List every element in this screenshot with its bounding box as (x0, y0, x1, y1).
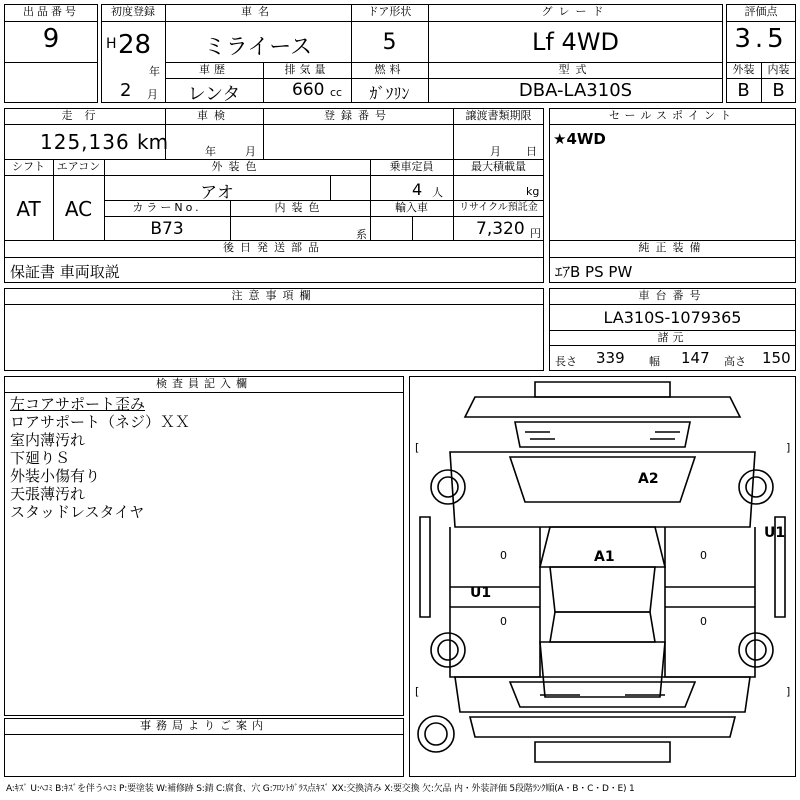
color-number-label: カラーNo. (132, 201, 202, 214)
remark-line: 左コアサポート歪み (10, 395, 146, 413)
plate-label: 登録番号 (324, 109, 392, 122)
year-unit: 年 (149, 65, 160, 78)
recycle-value: 7,320 (476, 219, 525, 239)
era-value: H (106, 36, 117, 52)
length-value: 339 (596, 349, 625, 367)
inspection-month-unit: 月 (245, 145, 256, 158)
interior-grade: B (772, 80, 785, 101)
fuel-label: 燃料 (374, 63, 405, 76)
history-value: レンタ (187, 84, 241, 105)
import-label: 輸入車 (395, 201, 428, 214)
later-parts-label: 後日発送部品 (223, 241, 325, 254)
bracket-open: [ (415, 441, 420, 454)
ac-label: エアコン (56, 160, 101, 173)
transfer-label: 譲渡書類期限 (465, 109, 532, 122)
model-label: 型式 (558, 63, 593, 76)
mileage-value: 125,136 (40, 130, 130, 154)
dimensions-label: 諸元 (657, 331, 688, 344)
equipment-value: ｴｱB PS PW (555, 263, 633, 281)
height-label: 高さ (724, 355, 746, 368)
inspection-year-unit: 年 (205, 145, 216, 158)
capacity-value: 4 (412, 180, 423, 199)
office-label: 事務局よりご案内 (140, 719, 268, 732)
remark-line: ロアサポート（ネジ）ＸＸ (10, 413, 191, 431)
color-number-value: B73 (150, 219, 184, 239)
bracket-close: ] (786, 685, 791, 698)
bracket-close: ] (786, 441, 791, 454)
height-value: 150 (762, 349, 791, 367)
score-value: 3.5 (734, 24, 788, 54)
length-label: 長さ (555, 355, 577, 368)
inspector-remarks (10, 395, 190, 521)
month-value: 2 (120, 80, 132, 101)
inspector-label: 検査員記入欄 (156, 377, 252, 390)
recycle-unit: 円 (530, 227, 541, 240)
damage-mark-a1: A1 (594, 549, 615, 565)
sales-point-value: ★4WD (553, 130, 606, 148)
displacement-unit: cc (330, 86, 343, 99)
car-name-label: 車名 (241, 5, 275, 18)
first-registration-label: 初度登録 (111, 5, 155, 18)
mileage-unit: km (137, 130, 169, 154)
grade-label: グレード (541, 5, 610, 18)
max-load-unit: kg (526, 185, 540, 198)
fuel-value: ｶﾞｿﾘﾝ (369, 84, 410, 103)
width-value: 147 (681, 349, 710, 367)
sales-point-label: セールスポイント (608, 109, 736, 122)
model-value: DBA-LA310S (518, 80, 633, 101)
remark-line: 室内薄汚れ (10, 431, 86, 449)
zero-mark: 0 (500, 549, 507, 562)
inspection-label: 車検 (197, 109, 231, 122)
zero-mark: 0 (700, 549, 707, 562)
exterior-grade: B (737, 80, 750, 101)
recycle-label: リサイクル預託金 (459, 202, 538, 213)
remark-line: 天張薄汚れ (10, 485, 86, 503)
car-diagram-box (409, 376, 796, 777)
exterior-label: 外装 (732, 63, 755, 76)
interior-label: 内装 (767, 63, 790, 76)
car-name-value: ミライース (203, 35, 313, 60)
max-load-label: 最大積載量 (471, 160, 526, 173)
chassis-number: LA310S-1079365 (603, 308, 742, 327)
history-label: 車歴 (199, 63, 229, 76)
width-label: 幅 (649, 355, 660, 368)
lot-number-label: 出品番号 (23, 5, 79, 18)
exterior-color-label: 外装色 (211, 160, 263, 173)
car-diagram-icon (410, 377, 795, 776)
chassis-label: 車台番号 (638, 289, 707, 302)
capacity-unit: 人 (432, 186, 443, 199)
year-value: 28 (118, 30, 152, 60)
door-value: 5 (382, 30, 397, 55)
grade-value: Lf 4WD (532, 28, 619, 56)
legend-text: A:ｷｽﾞ U:ﾍｺﾐ B:ｷｽﾞを伴うﾍｺﾐ P:要塗装 W:補修跡 S:錆 C:腐食、穴 G:ﾌﾛﾝﾄｶﾞﾗｽ点ｷｽﾞ XX:交換済み X:要交換 欠:欠品 内・外装評価 5段階ﾗﾝｸ順(A・B・C・D・E) 1 (6, 784, 635, 794)
damage-mark-a2: A2 (638, 471, 659, 487)
interior-color-label: 内装色 (274, 201, 326, 214)
month-unit: 月 (147, 88, 158, 101)
transfer-day-unit: 日 (526, 145, 537, 158)
exterior-color-value: アオ (200, 183, 234, 203)
transfer-month-unit: 月 (490, 145, 501, 158)
damage-mark-u1-right: U1 (764, 525, 786, 541)
displacement-label: 排気量 (284, 63, 330, 76)
damage-mark-u1-left: U1 (470, 585, 492, 601)
notes-label: 注意事項欄 (231, 289, 317, 302)
zero-mark: 0 (700, 615, 707, 628)
lot-number-value: 9 (42, 24, 60, 54)
remark-line: 外装小傷有り (10, 467, 101, 485)
door-label: ドア形状 (367, 5, 412, 18)
remark-line: 下廻りＳ (10, 449, 71, 467)
equipment-label: 純正装備 (638, 241, 707, 254)
remark-line: スタッドレスタイヤ (10, 503, 145, 521)
displacement-value: 660 (292, 80, 325, 100)
shift-value: AT (16, 197, 41, 221)
later-parts-value: 保証書 車両取説 (10, 263, 120, 281)
bracket-open: [ (415, 685, 420, 698)
zero-mark: 0 (500, 615, 507, 628)
score-label: 評価点 (744, 5, 778, 18)
shift-label: シフト (12, 160, 45, 173)
mileage-label: 走行 (61, 109, 108, 122)
capacity-label: 乗車定員 (389, 160, 434, 173)
interior-color-suffix: 系 (356, 228, 367, 241)
ac-value: AC (64, 197, 93, 221)
